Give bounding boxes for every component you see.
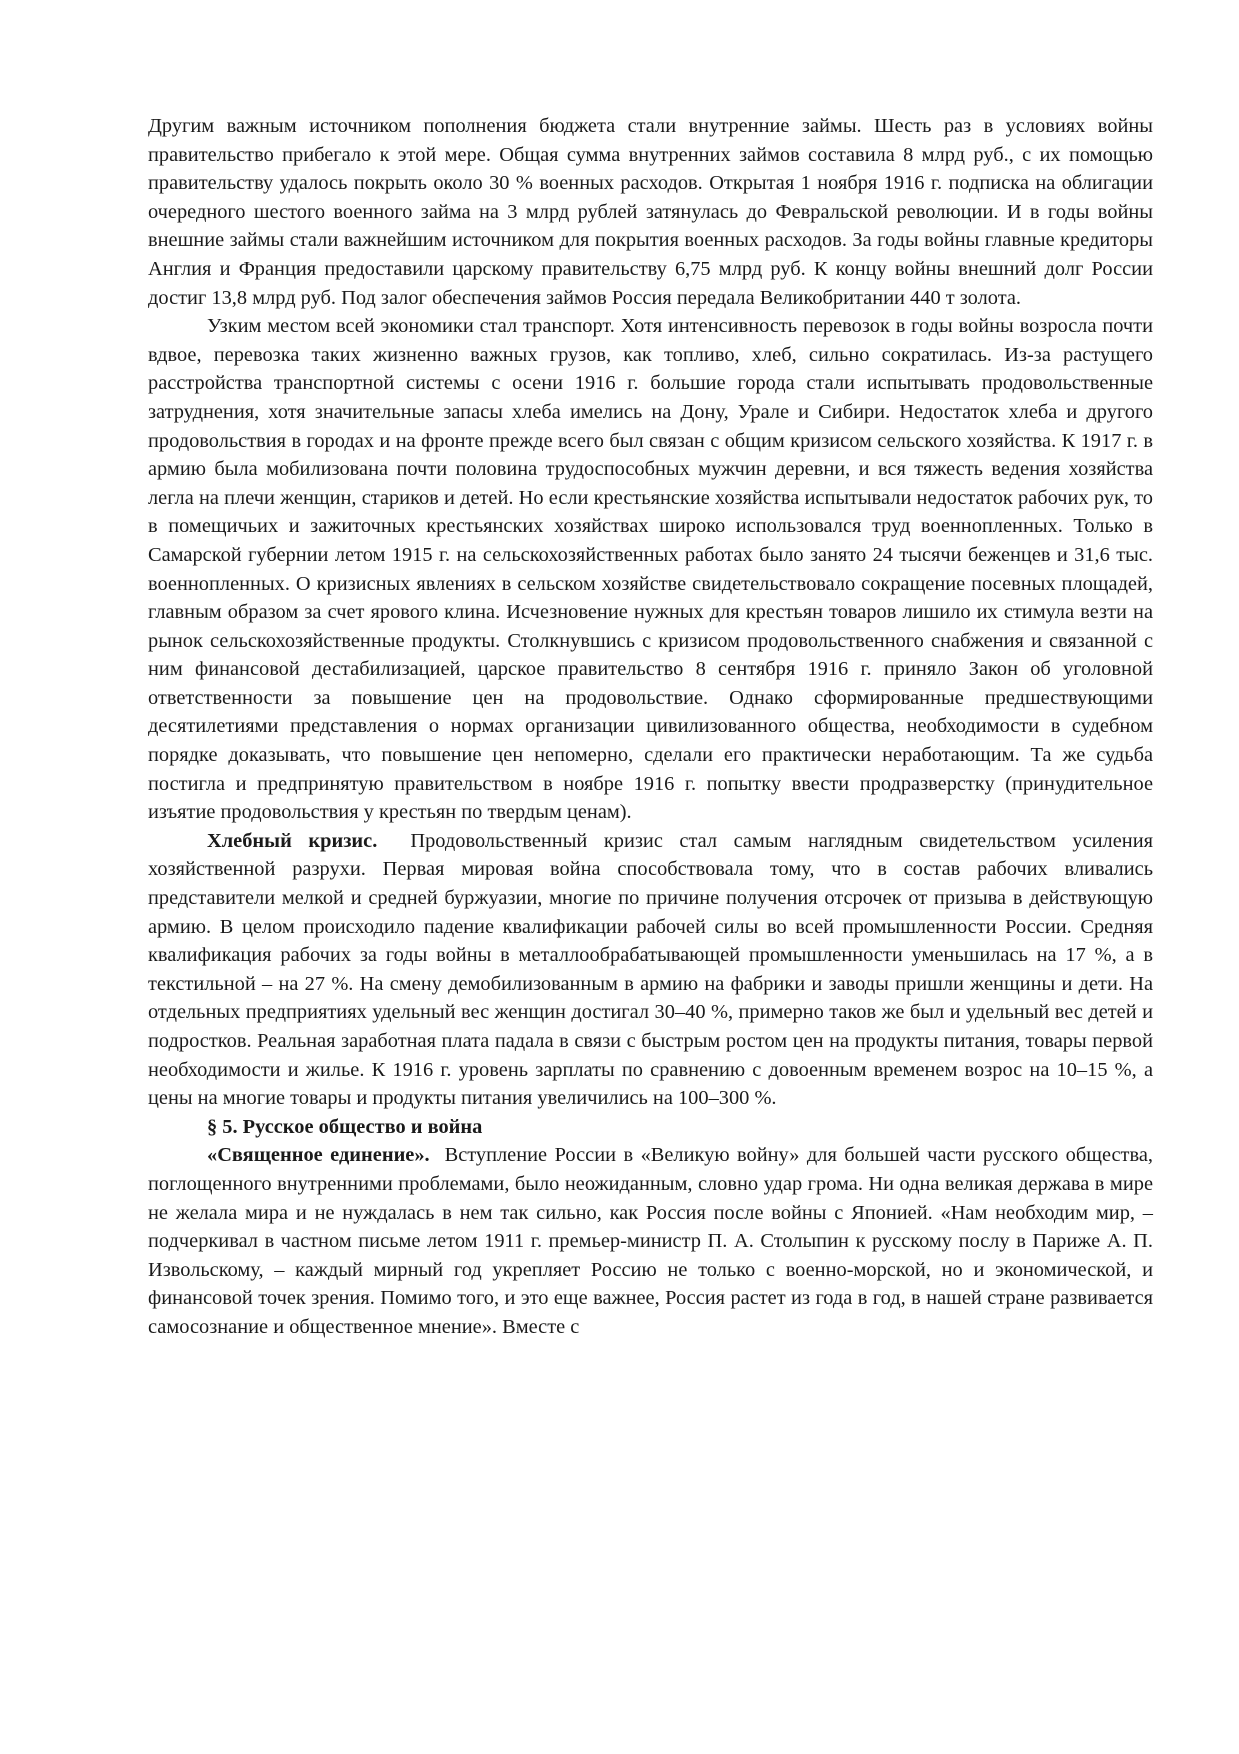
paragraph-sacred-unity-body: Вступление России в «Великую войну» для большей части русского общества, поглощенного внутренними проблемами, было неожиданным, словно удар грома. Ни одна великая держава в мире не желала мира и не нуждалась в нем так сильно, как Россия после войны с Японией. «Нам необходим мир, – подчеркивал в частном письме летом 1911 г. премьер-министр П. А. Столыпин к русскому послу в Париже А. П. Извольскому, – каждый мирный год укрепляет Россию не только с военно-морской, но и экономической, и финансовой точек зрения. Помимо того, и это еще важнее, Россия растет из года в год, в нашей стране развивается самосознание и общественное мнение». Вместе с (148, 1144, 1153, 1338)
lead-sacred-unity: «Священное единение». (207, 1144, 430, 1167)
document-page (148, 112, 1153, 1342)
paragraph-sacred-unity (148, 1141, 1153, 1341)
paragraph-transport: Узким местом всей экономики стал транспорт. Хотя интенсивность перевозок в годы войны возросла почти вдвое, перевозка таких жизненно важных грузов, как топливо, хлеб, сильно сократилась. Из-за растущего расстройства транспортной системы с осени 1916 г. большие города стали испытывать продовольственные затруднения, хотя значительные запасы хлеба имелись на Дону, Урале и Сибири. Недостаток хлеба и другого продовольствия в городах и на фронте прежде всего был связан с общим кризисом сельского хозяйства. К 1917 г. в армию была мобилизована почти половина трудоспособных мужчин деревни, и вся тяжесть ведения хозяйства легла на плечи женщин, стариков и детей. Но если крестьянские хозяйства испытывали недостаток рабочих рук, то в помещичьих и зажиточных крестьянских хозяйствах широко использовался труд военнопленных. Только в Самарской губернии летом 1915 г. на сельскохозяйственных работах было занято 24 тысячи беженцев и 31,6 тыс. военнопленных. О кризисных явлениях в сельском хозяйстве свидетельствовало сокращение посевных площадей, главным образом за счет ярового клина. Исчезновение нужных для крестьян товаров лишило их стимула везти на рынок сельскохозяйственные продукты. Столкнувшись с кризисом продовольственного снабжения и связанной с ним финансовой дестабилизацией, царское правительство 8 сентября 1916 г. приняло Закон об уголовной ответственности за повышение цен на продовольствие. Однако сформированные предшествующими десятилетиями представления о нормах организации цивилизованного общества, необходимости в судебном порядке доказывать, что повышение цен непомерно, сделали его практически неработающим. Та же судьба постигла и предпринятую правительством в ноябре 1916 г. попытку ввести продразверстку (принудительное изъятие продовольствия у крестьян по твердым ценам). (148, 315, 1153, 824)
paragraph-grain-crisis (148, 827, 1153, 1113)
lead-grain-crisis: Хлебный кризис. (207, 829, 378, 852)
paragraph-internal-loans: Другим важным источником пополнения бюджета стали внутренние займы. Шесть раз в условиях войны правительство прибегало к этой мере. Общая сумма внутренних займов составила 8 млрд руб., с их помощью правительству удалось покрыть около 30 % военных расходов. Открытая 1 ноября 1916 г. подписка на облигации очередного шестого военного займа на 3 млрд рублей затянулась до Февральской революции. И в годы войны внешние займы стали важнейшим источником для покрытия военных расходов. За годы войны главные кредиторы Англия и Франция предоставили царскому правительству 6,75 млрд руб. К концу войны внешний долг России достиг 13,8 млрд руб. Под залог обеспечения займов Россия передала Великобритании 440 т золота. (148, 115, 1153, 309)
section-heading: § 5. Русское общество и война (207, 1115, 483, 1138)
paragraph-grain-crisis-body: Продовольственный кризис стал самым наглядным свидетельством усиления хозяйственной разрухи. Первая мировая война способствовала тому, что в состав рабочих вливались представители мелкой и средней буржуазии, многие по причине получения отсрочек от призыва в действующую армию. В целом происходило падение квалификации рабочей силы во всей промышленности России. Средняя квалификация рабочих за годы войны в металлообрабатывающей промышленности уменьшилась на 17 %, а в текстильной – на 27 %. На смену демобилизованным в армию на фабрики и заводы пришли женщины и дети. На отдельных предприятиях удельный вес женщин достигал 30–40 %, примерно таков же был и удельный вес детей и подростков. Реальная заработная плата падала в связи с быстрым ростом цен на продукты питания, товары первой необходимости и жилье. К 1916 г. уровень зарплаты по сравнению с довоенным временем возрос на 10–15 %, а цены на многие товары и продукты питания увеличились на 100–300 %. (148, 829, 1153, 1110)
